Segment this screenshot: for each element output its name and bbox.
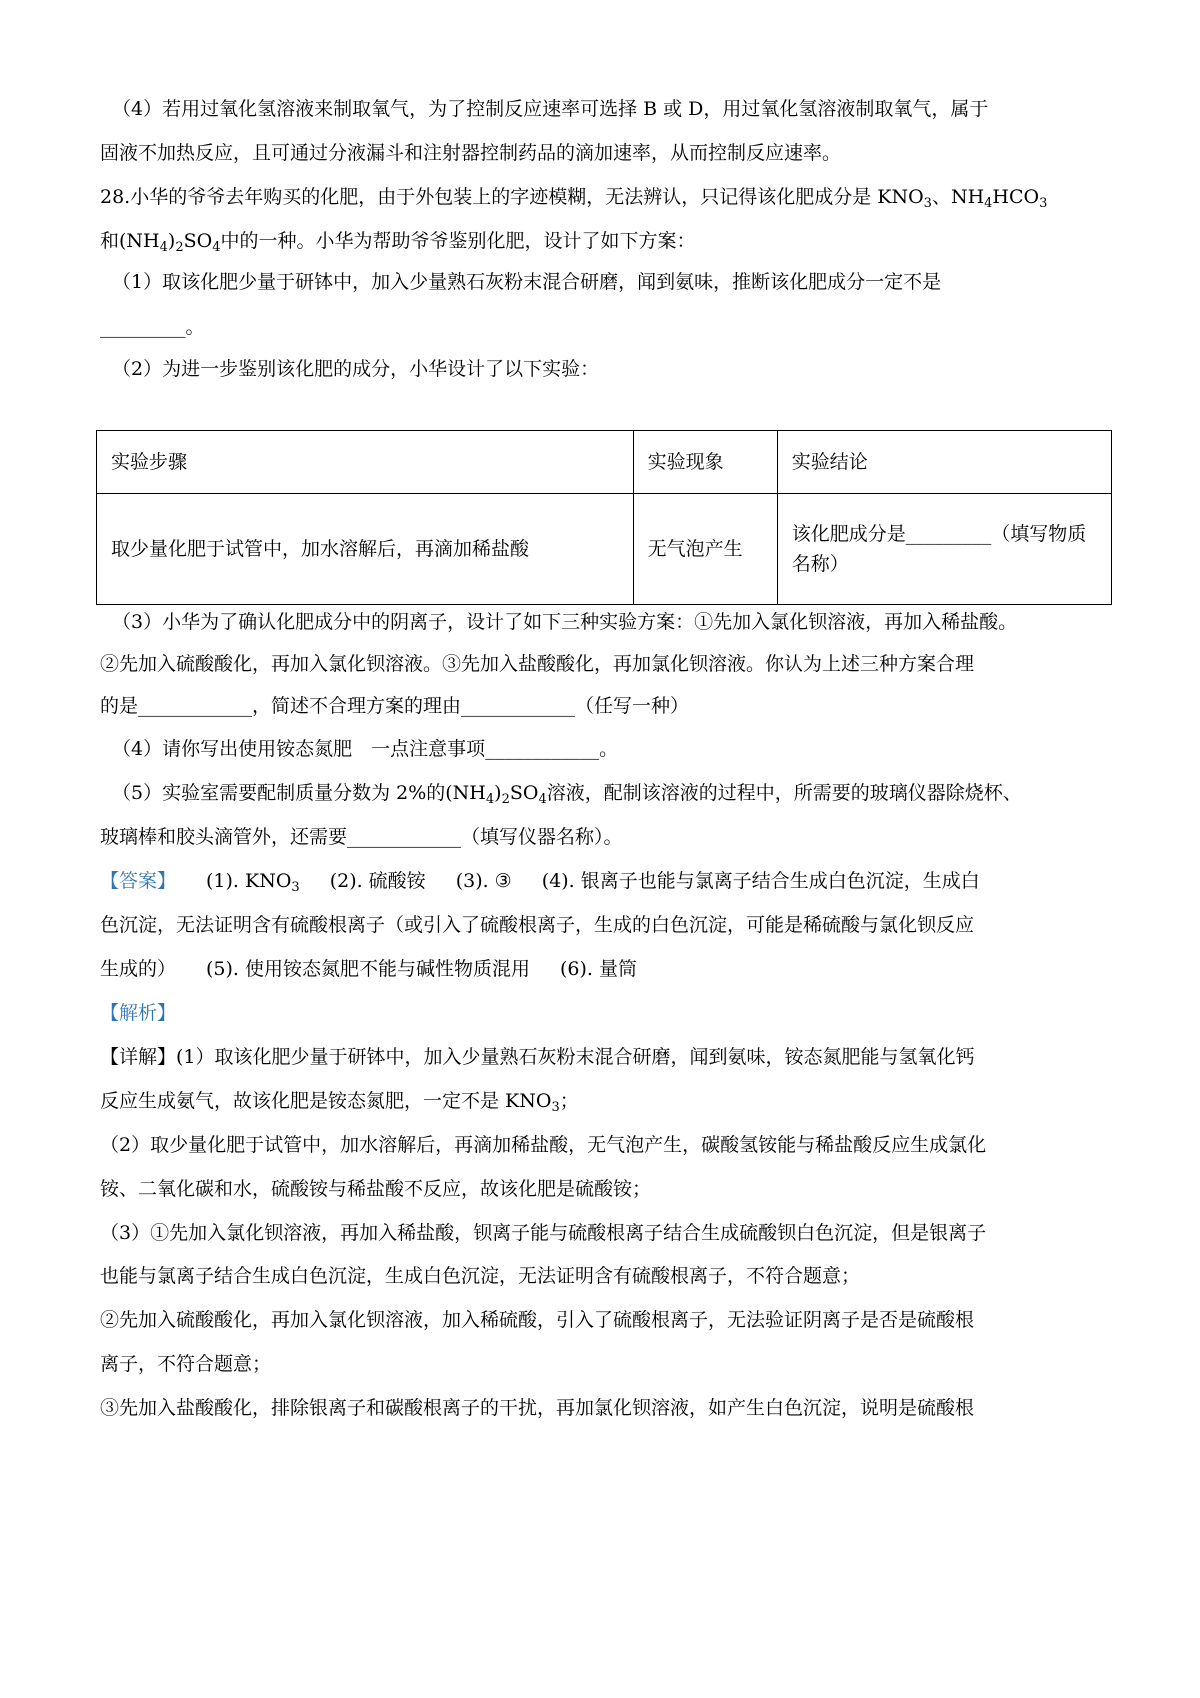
answer-blank: _________。 bbox=[100, 316, 205, 338]
text-line: 玻璃棒和胶头滴管外，还需要____________（填写仪器名称）。 bbox=[100, 826, 623, 848]
text-line: 色沉淀，无法证明含有硫酸根离子（或引入了硫酸根离子，生成的白色沉淀，可能是稀硫酸与氯化钡反应 bbox=[100, 914, 975, 936]
text-line: ③先加入盐酸酸化，排除银离子和碳酸根离子的干扰，再加氯化钡溶液，如产生白色沉淀，说明是硫酸根 bbox=[100, 1397, 975, 1419]
text-line: （2）取少量化肥于试管中，加水溶解后，再滴加稀盐酸，无气泡产生，碳酸氢铵能与稀盐酸反应生成氯化 bbox=[100, 1134, 987, 1156]
text-line: （4）请你写出使用铵态氮肥 一点注意事项____________。 bbox=[112, 738, 619, 760]
text-line: （4）若用过氧化氢溶液来制取氧气，为了控制反应速率可选择 B 或 D，用过氧化氢溶液制取氧气，属于 bbox=[112, 98, 989, 120]
answer-line-3: 生成的） (5). 使用铵态氮肥不能与碱性物质混用 (6). 量筒 bbox=[100, 958, 638, 980]
text-line: （1）取该化肥少量于研钵中，加入少量熟石灰粉末混合研磨，闻到氨味，推断该化肥成分一定不是 bbox=[112, 271, 942, 293]
experiment-table bbox=[96, 430, 1112, 605]
header-cell: 实验结论 bbox=[777, 431, 1111, 494]
table-cell: 该化肥成分是_________（填写物质名称） bbox=[777, 494, 1111, 605]
answer-label: 【答案】 bbox=[100, 870, 177, 892]
text-line: 反应生成氨气，故该化肥是铵态氮肥，一定不是 $KNO_3$； bbox=[100, 1090, 579, 1115]
question-28-line-2: 和$(NH_4)_2SO_4$中的一种。小华为帮助爷爷鉴别化肥，设计了如下方案： bbox=[100, 230, 696, 255]
text-line: （3）①先加入氯化钡溶液，再加入稀盐酸，钡离子能与硫酸根离子结合生成硫酸钡白色沉淀，但是银离子 bbox=[100, 1222, 987, 1244]
header-cell: 实验现象 bbox=[633, 431, 777, 494]
text-line: （3）小华为了确认化肥成分中的阴离子，设计了如下三种实验方案：①先加入氯化钡溶液，再加入稀盐酸。 bbox=[112, 611, 1018, 633]
text-line: （5）实验室需要配制质量分数为 2%的$(NH_4)_2SO_4$溶液，配制该溶液的过程中，所需要的玻璃仪器除烧杯、 bbox=[112, 782, 1022, 807]
analysis-label: 【解析】 bbox=[100, 1002, 177, 1024]
text-line: 也能与氯离子结合生成白色沉淀，生成白色沉淀，无法证明含有硫酸根离子，不符合题意； bbox=[100, 1265, 861, 1287]
text-line: 固液不加热反应，且可通过分液漏斗和注射器控制药品的滴加速率，从而控制反应速率。 bbox=[100, 142, 842, 164]
answer-line-1: 【答案】 (1). $KNO_3$ (2). 硫酸铵 (3). ③ (4). 银离子也能与氯离子结合生成白色沉淀，生成白 bbox=[100, 870, 980, 895]
table-cell: 取少量化肥于试管中，加水溶解后，再滴加稀盐酸 bbox=[97, 494, 634, 605]
text-line: 离子，不符合题意； bbox=[100, 1353, 272, 1375]
text-line: 【详解】(1）取该化肥少量于研钵中，加入少量熟石灰粉末混合研磨，闻到氨味，铵态氮肥能与氢氧化钙 bbox=[100, 1046, 975, 1068]
header-cell: 实验步骤 bbox=[97, 431, 634, 494]
question-28-line-1: 28.小华的爷爷去年购买的化肥，由于外包装上的字迹模糊，无法辨认，只记得该化肥成分是 $KNO_3$、$NH_4HCO_3$ bbox=[100, 186, 1048, 211]
text-line: ②先加入硫酸酸化，再加入氯化钡溶液。③先加入盐酸酸化，再加氯化钡溶液。你认为上述三种方案合理 bbox=[100, 653, 975, 675]
table-cell: 无气泡产生 bbox=[633, 494, 777, 605]
text-line: （2）为进一步鉴别该化肥的成分，小华设计了以下实验： bbox=[112, 358, 600, 380]
text-line: ②先加入硫酸酸化，再加入氯化钡溶液，加入稀硫酸，引入了硫酸根离子，无法验证阴离子是否是硫酸根 bbox=[100, 1309, 975, 1331]
table-row bbox=[97, 494, 1112, 605]
text-line: 的是____________，简述不合理方案的理由____________（任写一种） bbox=[100, 695, 690, 717]
table-header-row bbox=[97, 431, 1112, 494]
text-line: 铵、二氧化碳和水，硫酸铵与稀盐酸不反应，故该化肥是硫酸铵； bbox=[100, 1178, 652, 1200]
